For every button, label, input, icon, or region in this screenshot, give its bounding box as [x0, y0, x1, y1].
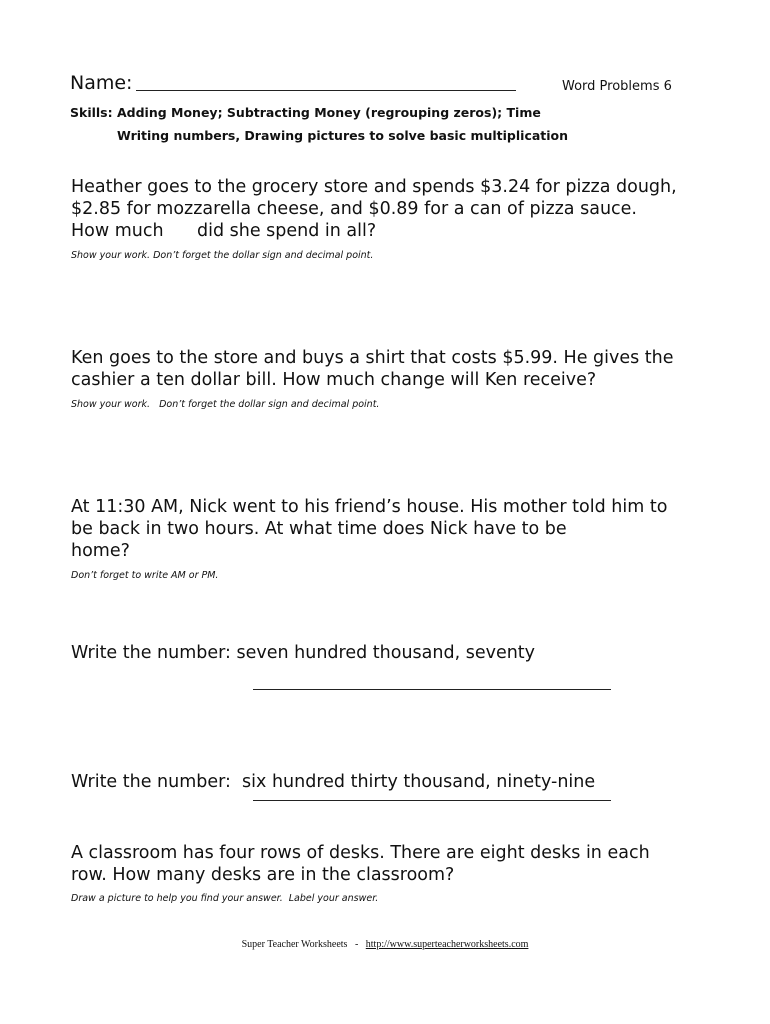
problem-3-text	[71, 496, 667, 562]
footer	[0, 939, 770, 950]
footer-link[interactable]: http://www.superteacherworksheets.com	[365, 939, 529, 950]
problem-6-text	[71, 842, 650, 886]
problem-5-text	[71, 727, 595, 815]
problem-line: At 11:30 AM, Nick went to his friend’s house. His mother told him to	[71, 497, 668, 517]
skills-line-1: Skills: Adding Money; Subtracting Money (regrouping zeros); Time	[70, 105, 541, 120]
problem-line: row. How many desks are in the classroom?	[71, 865, 455, 885]
problem-line: A classroom has four rows of desks. There are eight desks in each	[71, 843, 650, 863]
name-label: Name:	[70, 72, 133, 94]
problem-1-note: Show your work. Don’t forget the dollar sign and decimal point.	[71, 250, 374, 261]
problem-line: Heather goes to the grocery store and spends $3.24 for pizza dough,	[71, 177, 677, 197]
skills-line-2: Writing numbers, Drawing pictures to solve basic multiplication	[117, 128, 569, 143]
problem-line: Write the number: six hundred thirty thousand, ninety-nine	[71, 772, 596, 792]
worksheet-title: Word Problems 6	[562, 79, 672, 94]
problem-line: Write the number: seven hundred thousand, seventy	[71, 643, 536, 663]
problem-line: Ken goes to the store and buys a shirt that costs $5.99. He gives the	[71, 348, 674, 368]
problem-line: How much did she spend in all?	[71, 221, 377, 241]
problem-3-note: Don’t forget to write AM or PM.	[71, 570, 219, 581]
name-blank-line[interactable]	[136, 90, 516, 91]
problem-line: cashier a ten dollar bill. How much change will Ken receive?	[71, 370, 597, 390]
problem-1-text	[71, 176, 677, 242]
problem-4-answer-line[interactable]	[253, 689, 611, 690]
problem-line: be back in two hours. At what time does Nick have to be	[71, 519, 567, 539]
problem-4-text	[71, 642, 535, 664]
problem-5-answer-line[interactable]	[253, 800, 611, 801]
problem-line: home?	[71, 541, 130, 561]
problem-2-text	[71, 347, 674, 391]
problem-6-note: Draw a picture to help you find your answer. Label your answer.	[71, 893, 379, 904]
problem-line: $2.85 for mozzarella cheese, and $0.89 for a can of pizza sauce.	[71, 199, 637, 219]
footer-text: Super Teacher Worksheets -	[241, 939, 366, 950]
problem-2-note: Show your work. Don’t forget the dollar sign and decimal point.	[71, 399, 380, 410]
